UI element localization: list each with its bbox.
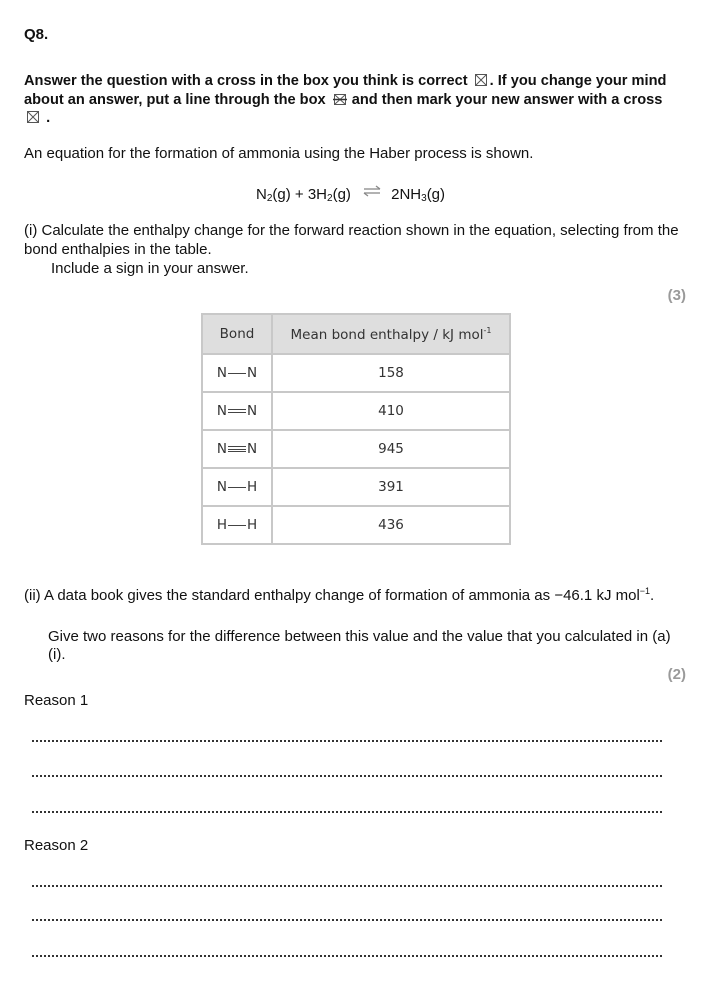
bond-atom: N <box>216 479 227 495</box>
bond-line-icon <box>228 369 246 378</box>
reason-2-answer-line-1[interactable] <box>32 885 662 887</box>
header-enthalpy-superscript: -1 <box>483 325 492 335</box>
crossed-box-icon <box>475 74 487 86</box>
instructions-text-2: . If you change your mind about an answer, put a line through the box <box>24 73 667 108</box>
crossed-box-icon <box>27 111 39 123</box>
reason-2-answer-line-2[interactable] <box>32 919 662 921</box>
haber-equation <box>256 184 445 204</box>
answer-instructions <box>24 72 674 128</box>
part-ii-statement <box>24 582 674 605</box>
bond-line-icon <box>228 521 246 530</box>
part-i-question <box>24 221 684 278</box>
bond-cell <box>202 430 272 468</box>
bond-cell <box>202 468 272 506</box>
eq-n2-state: (g) <box>272 186 291 203</box>
header-bond: Bond <box>202 314 272 354</box>
bond-formula <box>217 365 257 381</box>
equilibrium-arrows-icon <box>363 184 381 196</box>
reason-2-label: Reason 2 <box>24 837 89 854</box>
part-ii-end: . <box>650 587 655 604</box>
enthalpy-value-cell: 410 <box>272 392 510 430</box>
enthalpy-value-cell: 158 <box>272 354 510 392</box>
part-ii-text: (ii) A data book gives the standard enthalpy change of formation of ammonia as −46.1 kJ mol <box>24 587 640 604</box>
eq-n2-subscript: 2 <box>266 193 273 204</box>
reason-1-answer-line-3[interactable] <box>32 811 662 813</box>
enthalpy-value-cell: 436 <box>272 506 510 544</box>
table-row <box>202 430 510 468</box>
header-enthalpy <box>272 314 510 354</box>
part-ii-question: Give two reasons for the difference between this value and the value that you calculated in (a)(i). <box>48 628 671 663</box>
reason-1-answer-line-2[interactable] <box>32 775 662 777</box>
reason-1-answer-line-1[interactable] <box>32 740 662 742</box>
bond-formula <box>217 403 257 419</box>
bond-cell <box>202 506 272 544</box>
bond-atom: N <box>216 403 227 419</box>
bond-atom: N <box>247 403 258 419</box>
bond-atom: N <box>216 441 227 457</box>
part-ii-superscript: −1 <box>639 586 651 596</box>
instructions-text-4: . <box>46 110 51 126</box>
intro-text: An equation for the formation of ammonia using the Haber process is shown. <box>24 145 534 162</box>
bond-atom: N <box>247 441 258 457</box>
bond-line-icon <box>228 445 246 454</box>
bond-formula <box>217 517 257 533</box>
struck-through-crossed-box-icon <box>333 93 345 105</box>
eq-h2-subscript: 2 <box>327 193 333 204</box>
bond-atom: N <box>247 365 258 381</box>
eq-h2: + 3H <box>290 186 328 203</box>
eq-n2: N <box>256 186 267 203</box>
enthalpy-value-cell: 945 <box>272 430 510 468</box>
instructions-text-1: Answer the question with a cross in the box you think is correct <box>24 73 468 89</box>
bond-line-icon <box>228 483 246 492</box>
reason-2-answer-line-3[interactable] <box>32 955 662 957</box>
table-row <box>202 506 510 544</box>
eq-nh3-state: (g) <box>426 186 446 203</box>
reason-1-label: Reason 1 <box>24 692 89 709</box>
table-row <box>202 354 510 392</box>
bond-line-icon <box>228 407 246 416</box>
bond-atom: H <box>246 479 258 495</box>
table-row <box>202 468 510 506</box>
bond-cell <box>202 392 272 430</box>
bond-atom: N <box>216 365 227 381</box>
enthalpy-value-cell: 391 <box>272 468 510 506</box>
eq-h2-state: (g) <box>332 186 351 203</box>
header-enthalpy-label: Mean bond enthalpy / kJ mol <box>290 326 484 343</box>
bond-formula <box>217 441 257 457</box>
bond-atom: H <box>247 517 258 533</box>
bond-enthalpy-table <box>201 313 511 545</box>
question-number: Q8. <box>24 26 49 43</box>
part-i-subtext: Include a sign in your answer. <box>51 260 249 277</box>
part-i-text: (i) Calculate the enthalpy change for the forward reaction shown in the equation, selecting from the bond enthalpies in the table. <box>24 222 679 258</box>
bond-formula <box>217 479 257 495</box>
eq-nh3: 2NH <box>391 186 422 203</box>
part-ii-marks: (2) <box>667 666 686 683</box>
eq-nh3-subscript: 3 <box>421 193 427 204</box>
table-header-row <box>202 314 510 354</box>
bond-cell <box>202 354 272 392</box>
part-i-marks: (3) <box>667 287 686 304</box>
table-row <box>202 392 510 430</box>
bond-atom: H <box>216 517 227 533</box>
instructions-text-3: and then mark your new answer with a cross <box>351 91 663 108</box>
